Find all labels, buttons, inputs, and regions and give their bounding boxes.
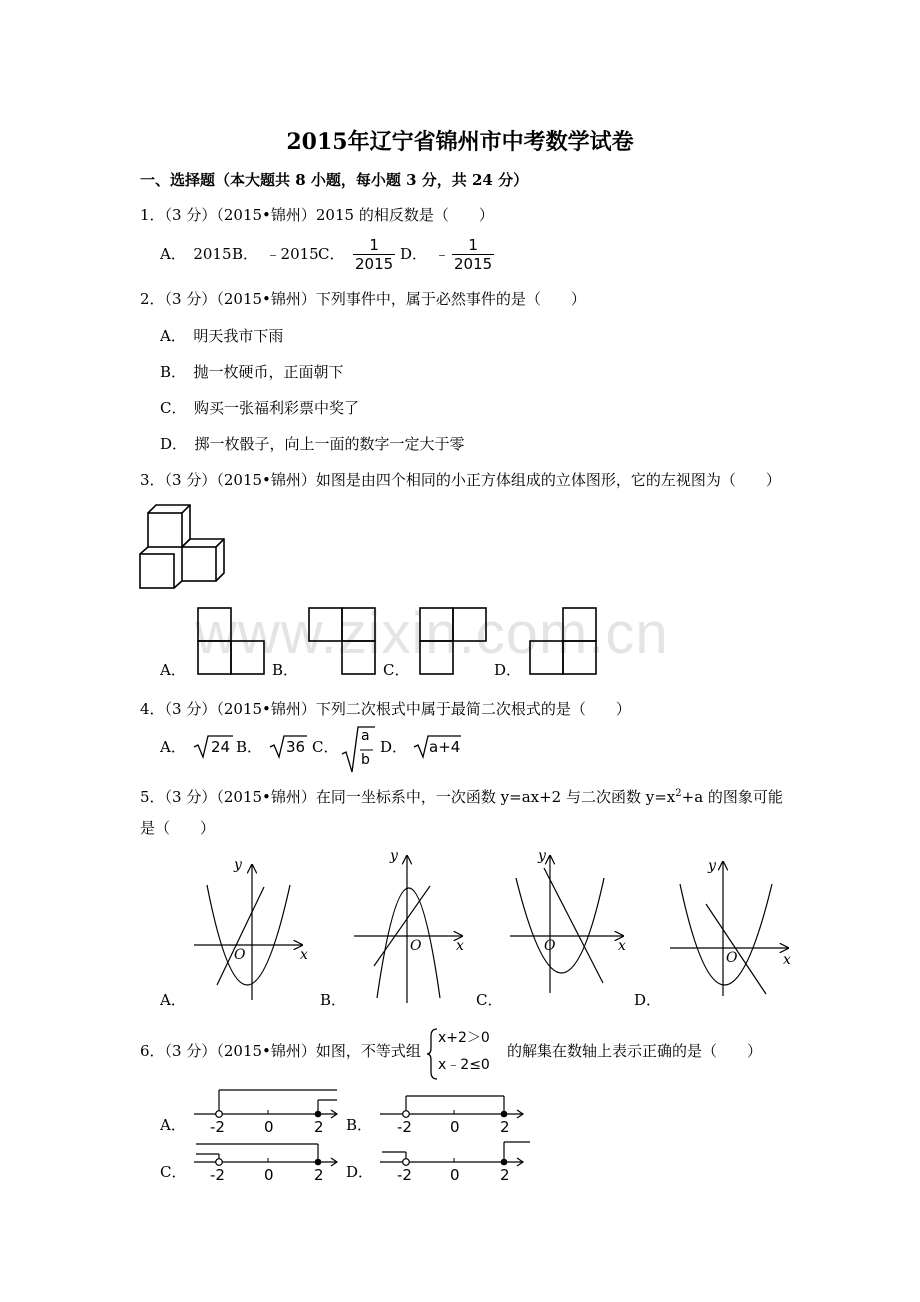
q4-radicand-c-num: a	[361, 728, 370, 744]
q1-stem: 1．（3 分）（2015•锦州）2015 的相反数是（ ）	[140, 206, 494, 224]
q6-option-d: D．	[346, 1163, 374, 1181]
q5-stem-line2: 是（ ）	[140, 819, 216, 837]
q6-option-c: C．	[160, 1163, 187, 1181]
q5-option-d: D．	[634, 991, 662, 1009]
tick-label-neg2: -2	[397, 1118, 412, 1136]
y-axis-label: y	[538, 848, 546, 864]
q2-option-a: A． 明天我市下雨	[160, 327, 284, 345]
q4-option-d: D．	[380, 738, 408, 756]
q1-option-c: C．	[318, 245, 345, 263]
q3-option-a-figure	[197, 607, 265, 675]
q2-stem: 2．（3 分）（2015•锦州）下列事件中，属于必然事件的是（ ）	[140, 290, 586, 308]
q5-graph-d	[668, 856, 798, 1001]
tick-label-0: 0	[450, 1118, 460, 1136]
q4-radicand-c-den: b	[361, 752, 370, 768]
q5-stem-tail: +a 的图象可能	[681, 788, 783, 806]
q2-option-d: D． 掷一枚骰子，向上一面的数字一定大于零	[160, 435, 465, 453]
q5-option-a: A．	[160, 991, 186, 1009]
q3-option-b: B．	[272, 661, 299, 679]
q1-option-a: A． 2015	[160, 245, 232, 263]
section-heading: 一、选择题（本大题共 8 小题，每小题 3 分，共 24 分）	[140, 171, 529, 189]
q3-cube-figure	[138, 503, 228, 591]
q6-option-b: B．	[346, 1116, 373, 1134]
q6-stem: 6．（3 分）（2015•锦州）如图，不等式组	[140, 1042, 421, 1060]
fraction-denominator: 2015	[355, 255, 394, 273]
x-axis-label: x	[456, 938, 464, 954]
q6-number-line-c	[192, 1134, 342, 1184]
q2-option-c: C． 购买一张福利彩票中奖了	[160, 399, 359, 417]
tick-label-neg2: -2	[210, 1166, 225, 1184]
q6-stem-tail: 的解集在数轴上表示正确的是（ ）	[507, 1042, 763, 1060]
q6-number-line-b	[378, 1086, 528, 1136]
q4-option-c: C．	[312, 738, 339, 756]
q4-option-b: B．	[236, 738, 263, 756]
origin-label: O	[234, 947, 246, 963]
tick-label-2: 2	[314, 1166, 324, 1184]
brace-icon	[426, 1028, 438, 1080]
watermark: www.zixin.com.cn	[195, 601, 669, 666]
tick-label-2: 2	[314, 1118, 324, 1136]
q3-option-c-figure	[419, 607, 487, 675]
q3-option-c: C．	[383, 661, 410, 679]
q5-graph-c	[508, 848, 633, 993]
q6-number-line-a	[192, 1086, 342, 1136]
tick-label-0: 0	[450, 1166, 460, 1184]
fraction-denominator: 2015	[454, 255, 493, 273]
q4-stem: 4．（3 分）（2015•锦州）下列二次根式中属于最简二次根式的是（ ）	[140, 700, 631, 718]
origin-label: O	[544, 938, 556, 954]
y-axis-label: y	[708, 858, 716, 874]
origin-label: O	[726, 950, 738, 966]
q6-inequality-1: x+2＞0	[438, 1030, 490, 1046]
x-axis-label: x	[783, 952, 791, 968]
q3-stem: 3．（3 分）（2015•锦州）如图是由四个相同的小正方体组成的立体图形，它的左视图为（ ）	[140, 471, 781, 489]
q3-option-a: A．	[160, 661, 186, 679]
q5-exponent: 2	[675, 788, 682, 799]
sqrt-symbol-icon	[341, 724, 377, 774]
q6-option-a: A．	[160, 1116, 186, 1134]
q4-radicand-b: 36	[286, 738, 306, 756]
q5-stem	[140, 784, 783, 807]
q5-option-c: C．	[476, 991, 503, 1009]
q1-option-d-fraction	[452, 236, 494, 273]
q6-inequality-2: x﹣2≤0	[438, 1057, 490, 1073]
q1-option-b: B． ﹣2015	[232, 245, 319, 263]
q4-option-a: A．	[160, 738, 186, 756]
q2-option-b: B． 抛一枚硬币，正面朝下	[160, 363, 344, 381]
y-axis-label: y	[234, 857, 242, 873]
y-axis-label: y	[390, 848, 398, 864]
page-title: 2015年辽宁省锦州市中考数学试卷	[286, 129, 634, 155]
x-axis-label: x	[300, 947, 308, 963]
q4-radicand-d: a+4	[429, 738, 461, 756]
q5-graph-a	[192, 855, 317, 1000]
q6-number-line-d	[378, 1134, 533, 1184]
fraction-numerator: 1	[353, 236, 395, 255]
q4-radicand-a: 24	[211, 738, 231, 756]
tick-label-0: 0	[264, 1118, 274, 1136]
tick-label-2: 2	[500, 1118, 510, 1136]
tick-label-neg2: -2	[210, 1118, 225, 1136]
q1-option-c-fraction	[353, 236, 395, 273]
q3-option-d-figure	[529, 607, 597, 675]
q1-option-d: D． ﹣	[400, 245, 450, 263]
q3-option-d: D．	[494, 661, 522, 679]
x-axis-label: x	[618, 938, 626, 954]
fraction-numerator: 1	[452, 236, 494, 255]
tick-label-0: 0	[264, 1166, 274, 1184]
q5-option-b: B．	[320, 991, 347, 1009]
origin-label: O	[410, 938, 422, 954]
q3-option-b-figure	[308, 607, 376, 675]
tick-label-neg2: -2	[397, 1166, 412, 1184]
q5-stem-text: 5．（3 分）（2015•锦州）在同一坐标系中，一次函数 y=ax+2 与二次函数 y=x	[140, 788, 676, 806]
tick-label-2: 2	[500, 1166, 510, 1184]
q5-graph-b	[352, 848, 477, 1003]
